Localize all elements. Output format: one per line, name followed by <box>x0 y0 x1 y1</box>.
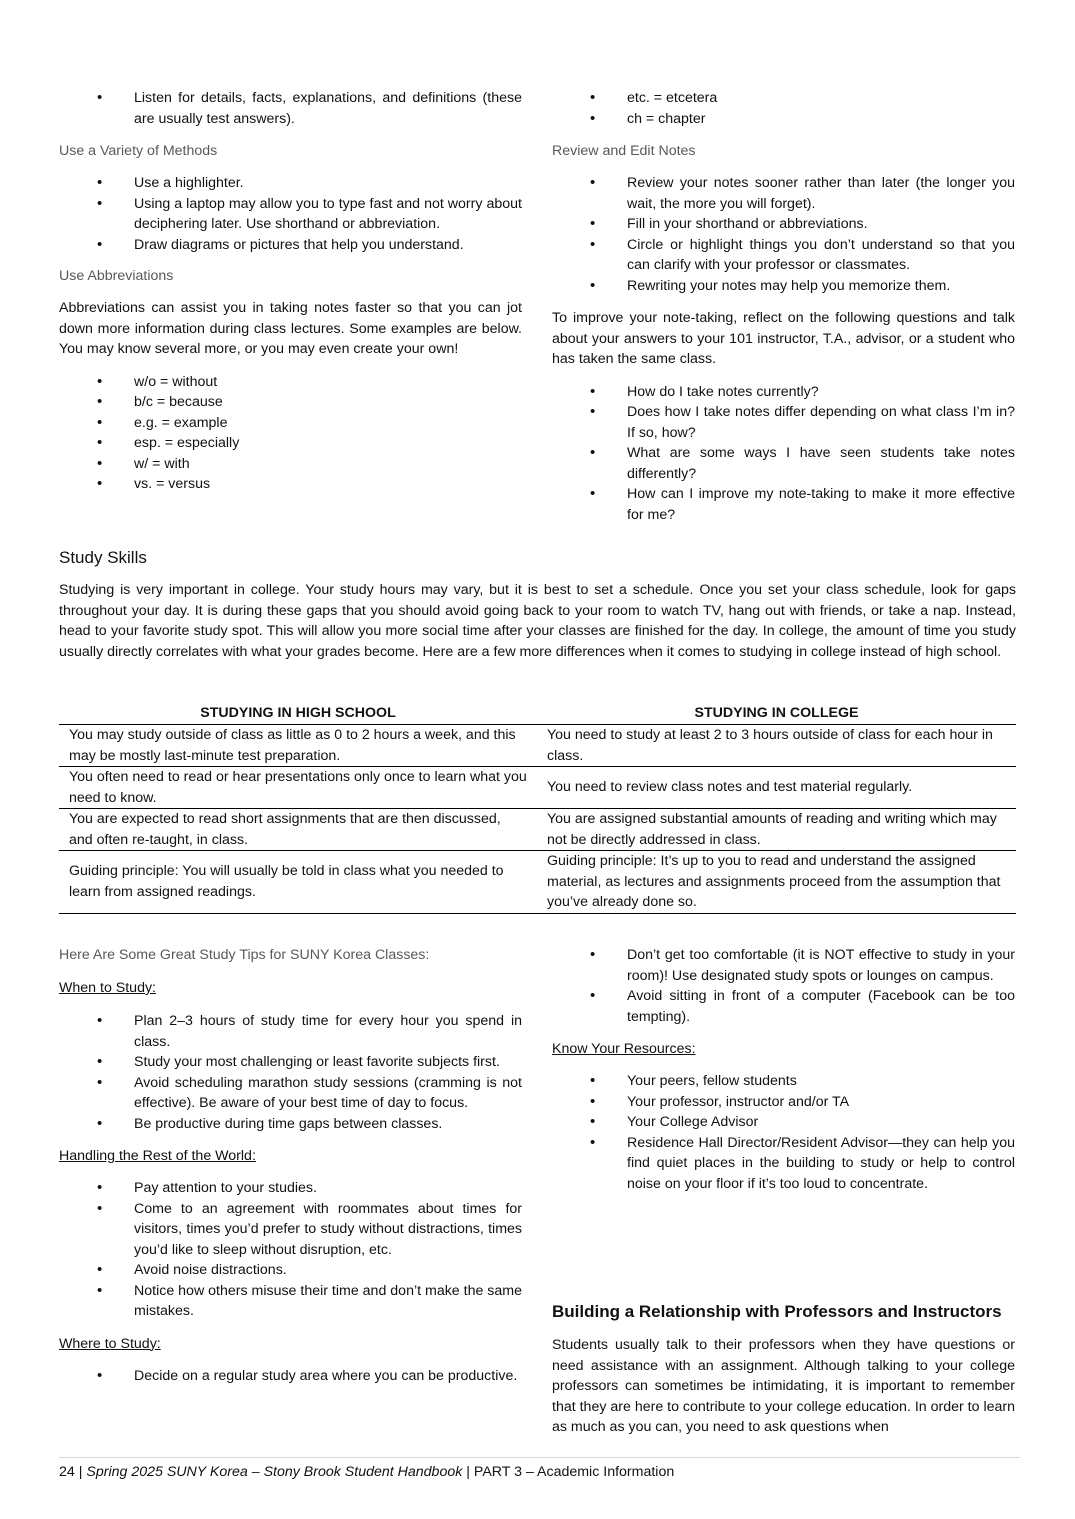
list-item: • etc. = etcetera <box>552 88 1015 109</box>
methods-list <box>59 173 522 255</box>
table-cell: Guiding principle: It’s up to you to read and understand the assigned material, as lectures and assignments proceed from the assumption that you’ve already done so. <box>537 851 1016 914</box>
review-heading: Review and Edit Notes <box>552 143 696 159</box>
table-header-row <box>59 704 1016 725</box>
abbreviations-list-continued <box>552 88 1015 129</box>
table-cell: You often need to read or hear presentations only once to learn what you need to know. <box>59 767 537 809</box>
list-item: • Draw diagrams or pictures that help you understand. <box>59 235 522 256</box>
list-item: • w/ = with <box>59 454 522 475</box>
list-item: • Does how I take notes differ depending on what class I’m in? If so, how? <box>552 402 1015 443</box>
table-cell: You are expected to read short assignments that are then discussed, and often re-taught, in class. <box>59 809 537 851</box>
listening-bullets <box>59 88 522 129</box>
list-item: • Use a highlighter. <box>59 173 522 194</box>
list-item: • Be productive during time gaps between classes. <box>59 1114 522 1135</box>
list-item: • Don’t get too comfortable (it is NOT effective to study in your room)! Use designated study spots or lounges on campus. <box>552 945 1015 986</box>
list-item: • What are some ways I have seen students take notes differently? <box>552 443 1015 484</box>
where-to-study-heading: Where to Study: <box>59 1335 161 1352</box>
relationship-paragraph: Students usually talk to their professors when they have questions or need assistance with an assignment. Although talking to your college professors can sometimes be intimidating, it is important to remember that they are here to contribute to your college education. In order to learn as much as you can, you need to ask questions when <box>552 1337 1015 1435</box>
column-header-college: STUDYING IN COLLEGE <box>537 704 1016 725</box>
abbreviations-heading: Use Abbreviations <box>59 268 174 284</box>
list-item: • Fill in your shorthand or abbreviations. <box>552 214 1015 235</box>
reflection-questions <box>552 382 1015 526</box>
table-cell: Guiding principle: You will usually be told in class what you needed to learn from assigned readings. <box>59 851 537 914</box>
relationship-heading: Building a Relationship with Professors and Instructors <box>552 1302 1002 1321</box>
list-item: • Using a laptop may allow you to type fast and not worry about deciphering later. Use shorthand or abbreviation. <box>59 194 522 235</box>
list-item: • Pay attention to your studies. <box>59 1178 522 1199</box>
resources-list <box>552 1071 1015 1194</box>
section-title: PART 3 – Academic Information <box>473 1464 675 1480</box>
study-skills-heading: Study Skills <box>59 548 147 567</box>
list-item: • Your peers, fellow students <box>552 1071 1015 1092</box>
right-column-top <box>552 88 1015 525</box>
tips-heading: Here Are Some Great Study Tips for SUNY Korea Classes: <box>59 947 430 963</box>
list-item: • Review your notes sooner rather than later (the longer you wait, the more you will forget). <box>552 173 1015 214</box>
list-item: • Your professor, instructor and/or TA <box>552 1092 1015 1113</box>
footer-separator: | <box>78 1464 83 1480</box>
table-row <box>59 725 1016 767</box>
table-cell: You may study outside of class as little as 0 to 2 hours a week, and this may be mostly last-minute test preparation. <box>59 725 537 767</box>
table-cell: You are assigned substantial amounts of reading and writing which may not be directly addressed in class. <box>537 809 1016 851</box>
where-to-study-list <box>59 1366 522 1387</box>
page-number: 24 <box>59 1464 75 1480</box>
footer-separator: | <box>466 1464 470 1480</box>
table-cell: You need to review class notes and test material regularly. <box>537 767 1016 809</box>
list-item: • ch = chapter <box>552 109 1015 130</box>
where-to-study-list-continued <box>552 945 1015 1027</box>
list-item: • vs. = versus <box>59 474 522 495</box>
abbreviations-paragraph: Abbreviations can assist you in taking notes faster so that you can jot down more information during class lectures. Some examples are below. You may know several more, or you may even create your own! <box>59 300 522 357</box>
reflect-paragraph: To improve your note-taking, reflect on the following questions and talk about your answers to your 101 instructor, T.A., advisor, or a student who has taken the same class. <box>552 310 1015 367</box>
list-item: • esp. = especially <box>59 433 522 454</box>
list-item: • How do I take notes currently? <box>552 382 1015 403</box>
study-skills-paragraph: Studying is very important in college. Your study hours may vary, but it is best to set a schedule. Once you set your class schedule, look for gaps throughout your day. It is during these gaps that you should avoid going back to your room to watch TV, hang out with friends, or take a nap. Instead, head to your favorite study spot. This will allow you more social time after your classes are finished for the day. In college, the amount of time you study usually directly correlates with what your grades become. Here are a few more differences when it comes to studying in college instead of high school. <box>59 582 1016 660</box>
left-column-bottom <box>59 945 522 1386</box>
list-item: • Rewriting your notes may help you memorize them. <box>552 276 1015 297</box>
table-row <box>59 851 1016 914</box>
list-item: • w/o = without <box>59 372 522 393</box>
abbreviations-list <box>59 372 522 495</box>
handling-world-list <box>59 1178 522 1322</box>
right-column-bottom <box>552 945 1015 1194</box>
when-to-study-list <box>59 1011 522 1134</box>
list-item: • Your College Advisor <box>552 1112 1015 1133</box>
comparison-table <box>59 704 1016 914</box>
list-item: • Avoid scheduling marathon study sessions (cramming is not effective). Be aware of your best time of day to focus. <box>59 1073 522 1114</box>
page-footer <box>59 1457 1020 1482</box>
study-skills-section <box>59 547 1016 662</box>
when-to-study-heading: When to Study: <box>59 980 156 996</box>
resources-heading: Know Your Resources: <box>552 1041 696 1057</box>
list-item: • Decide on a regular study area where you can be productive. <box>59 1366 522 1387</box>
review-list <box>552 173 1015 296</box>
list-item: • Residence Hall Director/Resident Advisor—they can help you find quiet places in the building to study or help to control noise on your floor if it’s too loud to concentrate. <box>552 1133 1015 1195</box>
list-item: • Avoid sitting in front of a computer (Facebook can be too tempting). <box>552 986 1015 1027</box>
table-cell: You need to study at least 2 to 3 hours outside of class for each hour in class. <box>537 725 1016 767</box>
list-item: • Study your most challenging or least favorite subjects first. <box>59 1052 522 1073</box>
list-item: • How can I improve my note-taking to make it more effective for me? <box>552 484 1015 525</box>
left-column-top <box>59 88 522 495</box>
list-item: • Plan 2–3 hours of study time for every hour you spend in class. <box>59 1011 522 1052</box>
list-item: • Notice how others misuse their time and don’t make the same mistakes. <box>59 1281 522 1322</box>
list-item: • b/c = because <box>59 392 522 413</box>
handling-world-heading: Handling the Rest of the World: <box>59 1148 256 1164</box>
column-header-high-school: STUDYING IN HIGH SCHOOL <box>59 704 537 725</box>
list-item: • e.g. = example <box>59 413 522 434</box>
table-row <box>59 809 1016 851</box>
list-item: • Listen for details, facts, explanations, and definitions (these are usually test answers). <box>59 88 522 129</box>
list-item: • Come to an agreement with roommates about times for visitors, times you’d prefer to study without distractions, times you’d like to sleep without disruption, etc. <box>59 1199 522 1261</box>
relationship-section <box>552 1301 1015 1438</box>
table-row <box>59 767 1016 809</box>
handbook-title: Spring 2025 SUNY Korea – Stony Brook Student Handbook <box>86 1464 463 1480</box>
list-item: • Circle or highlight things you don’t understand so that you can clarify with your professor or classmates. <box>552 235 1015 276</box>
list-item: • Avoid noise distractions. <box>59 1260 522 1281</box>
methods-heading: Use a Variety of Methods <box>59 143 218 159</box>
